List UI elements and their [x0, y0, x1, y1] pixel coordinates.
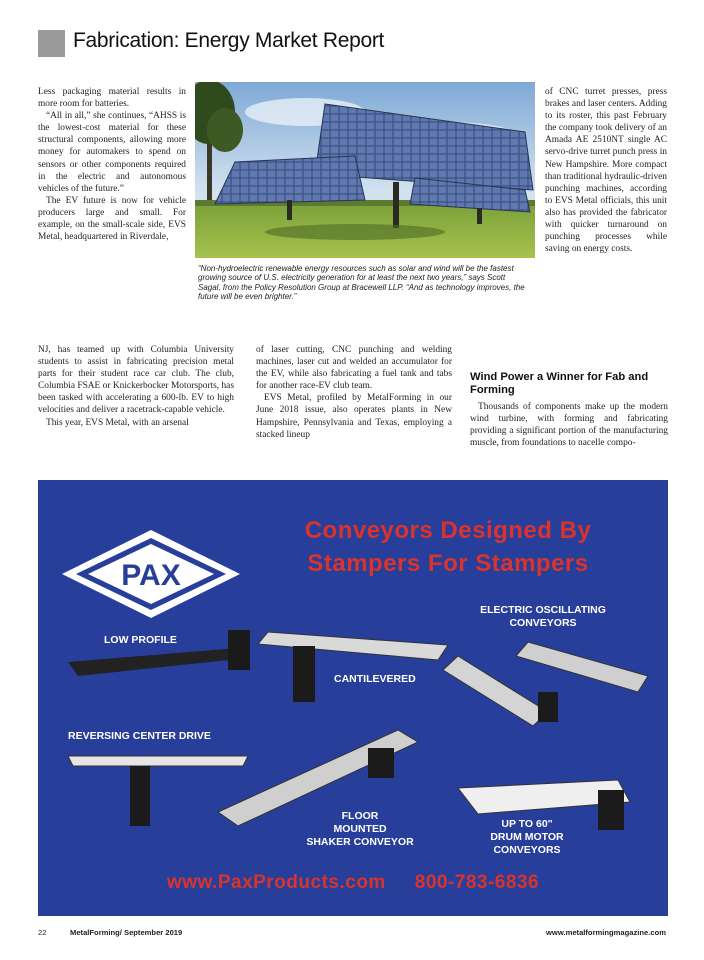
solar-panel-photo	[195, 82, 535, 258]
pax-logo-text: PAX	[121, 559, 181, 592]
label-line: FLOOR	[341, 810, 379, 822]
article-column-2	[256, 344, 452, 441]
ad-headline-line-2: Stampers For Stampers	[307, 550, 589, 577]
label-line: SHAKER CONVEYOR	[306, 836, 414, 848]
ad-contact	[38, 872, 668, 894]
label-cantilevered: CANTILEVERED	[334, 673, 416, 685]
label-line: ELECTRIC OSCILLATING	[480, 604, 606, 616]
label-drum-motor	[464, 818, 590, 857]
ad-website-link[interactable]: www.PaxProducts.com	[166, 872, 386, 893]
article-column-3	[545, 86, 667, 255]
label-line: CONVEYORS	[493, 844, 561, 856]
ad-headline-line-1: Conveyors Designed By	[304, 517, 592, 544]
page-number: 22	[38, 928, 47, 937]
label-line: DRUM MOTOR	[490, 831, 564, 843]
ad-phone: 800-783-6836	[414, 872, 540, 893]
photo-caption: “Non-hydroelectric renewable energy resources such as solar and wind will be the fastest growing source of U.S. electricity generation for at least the next two years,” says Scott Sagal, from the Policy Resolution Group at Bracewell LLP. “And as technology improves, the future will be even brighter.”	[198, 264, 525, 302]
label-reversing-center-drive: REVERSING CENTER DRIVE	[68, 730, 211, 742]
issue-label: MetalForming/ September 2019	[70, 928, 183, 937]
page-title: Fabrication: Energy Market Report	[73, 29, 385, 52]
paragraph: NJ, has teamed up with Columbia University students to assist in fabricating precision metal parts for their student race car club. The club, Columbia FSAE or Knickerbocker Motorsports, has been tasked with accelerating a 600-lb. EV to high velocities and deliver a racetrack-capable vehicle.	[38, 345, 234, 416]
pax-advertisement[interactable]	[38, 480, 668, 916]
article-column-1-continued	[38, 344, 234, 429]
section-heading: Wind Power a Winner for Fab and Forming	[470, 371, 649, 396]
site-link[interactable]: www.metalformingmagazine.com	[546, 928, 666, 937]
paragraph: The EV future is now for vehicle producers large and small. For example, on the small-scale side, EVS Metal, headquartered in Riverdale,	[38, 195, 186, 243]
paragraph: of CNC turret presses, press brakes and laser centers. Adding to its roster, this past February the company took delivery of an Amada AE 2510NT single AC servo-drive turret punch press in New Hampshire. More compact than traditional hydraulic-driven punching machines, according to EVS Metal officials, this unit also has provided the fabricator with quicker turnaround on punching processes while saving on energy costs.	[545, 87, 667, 255]
section-wind-power	[470, 371, 668, 449]
label-line: UP TO 60"	[501, 818, 553, 830]
article-column-1	[38, 86, 186, 243]
paragraph: Less packaging material results in more room for batteries.	[38, 87, 186, 110]
paragraph: Thousands of components make up the modern wind turbine, with forming and fabricating providing a significant portion of the manufacturing muscle, from foundations to nacelle compo-	[470, 402, 668, 449]
paragraph: EVS Metal, profiled by MetalForming in our June 2018 issue, also operates plants in New Hampshire, Pennsylvania and Texas, employing a stacked lineup	[256, 393, 452, 440]
label-line: MOUNTED	[333, 823, 387, 835]
label-electric-oscillating	[458, 604, 628, 630]
label-low-profile: LOW PROFILE	[104, 634, 177, 646]
label-line: CONVEYORS	[509, 617, 577, 629]
paragraph: of laser cutting, CNC punching and welding machines, laser cut and welded an accumulator for the EV, while also fabricating a fuel tank and tabs for another race-EV club team.	[256, 345, 452, 392]
paragraph: This year, EVS Metal, with an arsenal	[46, 417, 189, 428]
paragraph: “All in all,” she continues, “AHSS is the lowest-cost material for these structural components, allowing more money for automakers to spend on sensors or other components required in the electric and autonomous vehicles of the future.”	[38, 111, 186, 194]
label-floor-mounted-shaker	[300, 810, 420, 849]
header-marker	[38, 30, 65, 57]
